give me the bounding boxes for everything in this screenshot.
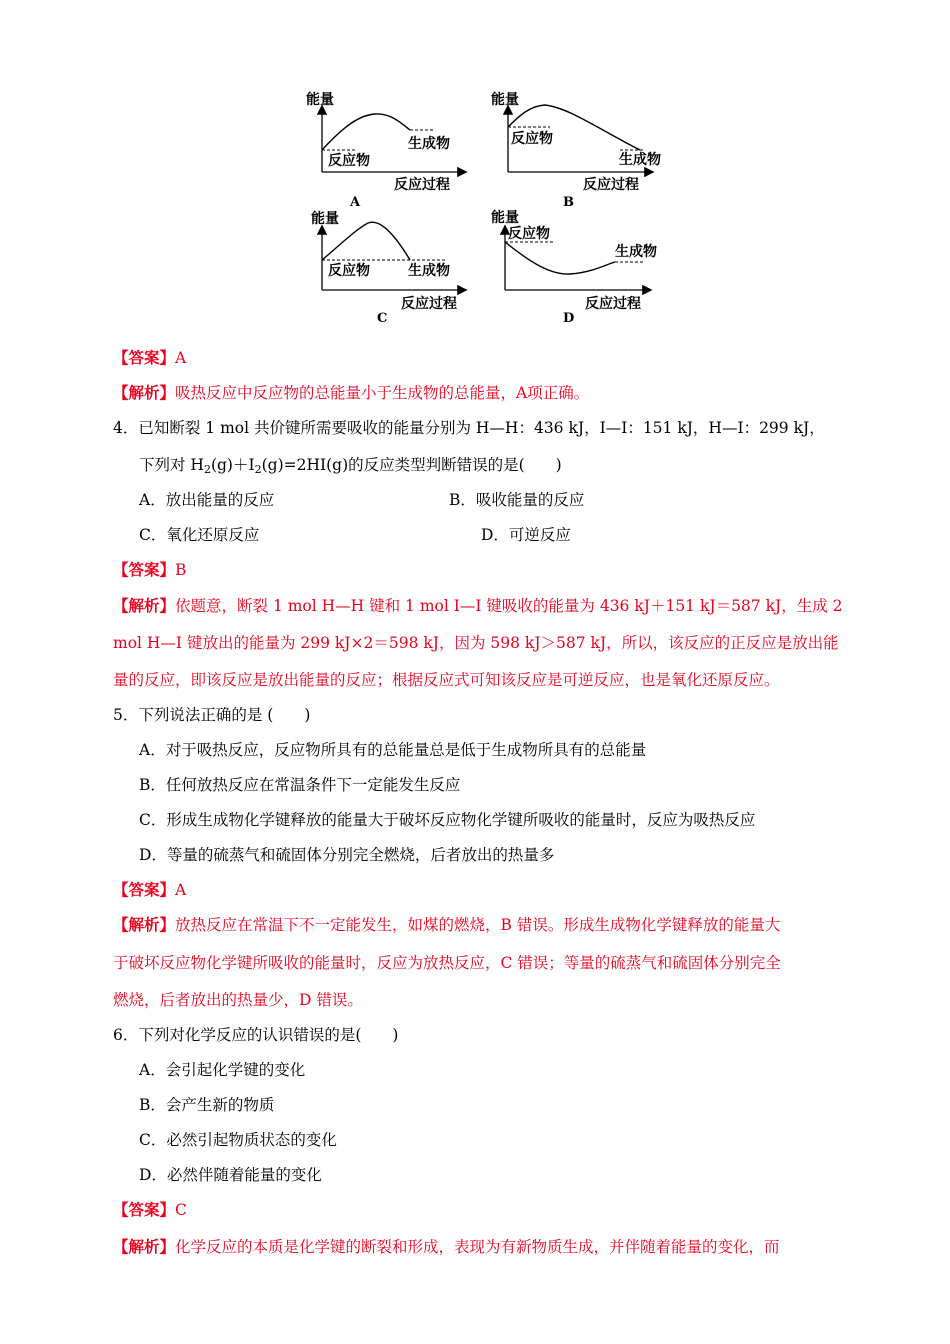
- diagram-d-x-label: 反应过程: [585, 296, 641, 312]
- q5-analysis-line1: [113, 915, 780, 935]
- diagram-a-reactant: 反应物: [328, 153, 370, 169]
- q4-option-b: B．吸收能量的反应: [449, 491, 585, 509]
- q6-option-c: C．必然引起物质状态的变化: [139, 1131, 337, 1149]
- diagram-b-reactant: 反应物: [511, 131, 553, 147]
- q5-analysis-line3: 燃烧，后者放出的热量少，D 错误。: [113, 991, 363, 1009]
- q4-analysis-line2: mol H—I 键放出的能量为 299 kJ×2＝598 kJ，因为 598 kJ＞587 kJ，所以，该反应的正反应是放出能: [113, 634, 839, 652]
- analysis-text: 依题意，断裂 1 mol H—H 键和 1 mol I—I 键吸收的能量为 436 kJ＋151 kJ＝587 kJ，生成 2: [175, 597, 843, 615]
- analysis-tag: 【解析】: [113, 383, 176, 402]
- diagram-d: [491, 209, 657, 326]
- answer-tag: 【答案】: [113, 348, 176, 367]
- diagram-d-letter: D: [563, 311, 575, 326]
- q6-option-b: B．会产生新的物质: [139, 1096, 275, 1114]
- q3-analysis: [113, 383, 589, 403]
- answer-tag: 【答案】: [113, 1200, 176, 1219]
- diagram-d-reactant: 反应物: [508, 226, 550, 242]
- q5-option-a: A．对于吸热反应，反应物所具有的总能量总是低于生成物所具有的总能量: [139, 741, 647, 759]
- q5-option-b: B．任何放热反应在常温条件下一定能发生反应: [139, 776, 461, 794]
- q5-option-c: C．形成生成物化学键释放的能量大于破坏反应物化学键所吸收的能量时，反应为吸热反应: [139, 811, 756, 829]
- analysis-tag: 【解析】: [113, 596, 176, 615]
- diagram-b-letter: B: [563, 195, 574, 210]
- q5-analysis-line2: 于破坏反应物化学键所吸收的能量时，反应为放热反应，C 错误；等量的硫蒸气和硫固体分别完全: [113, 954, 781, 972]
- diagram-a-letter: A: [350, 195, 361, 210]
- answer-value: A: [175, 349, 187, 367]
- diagram-c-product: 生成物: [408, 263, 450, 279]
- diagram-c-reactant: 反应物: [328, 263, 370, 279]
- q4-option-d: D．可逆反应: [481, 526, 571, 544]
- analysis-tag: 【解析】: [113, 1237, 176, 1256]
- q4-stem-line2: 下列对 $H_2(g)+I_2(g)=2HI(g)$的反应类型判断错误的是( ): [139, 456, 562, 476]
- diagram-b: [491, 91, 661, 210]
- q5-answer: [113, 880, 186, 900]
- q4-analysis-line1: [113, 596, 842, 616]
- q4-option-c: C．氧化还原反应: [139, 526, 260, 544]
- diagram-a-product: 生成物: [408, 136, 450, 152]
- q4-analysis-line3: 量的反应，即该反应是放出能量的反应；根据反应式可知该反应是可逆反应，也是氧化还原反应。: [113, 671, 780, 689]
- diagram-a: [306, 91, 465, 210]
- answer-value: B: [175, 561, 187, 579]
- q6-stem: 6．下列对化学反应的认识错误的是( ): [113, 1026, 399, 1044]
- q5-stem: 5．下列说法正确的是 ( ): [113, 706, 311, 724]
- diagram-a-x-label: 反应过程: [394, 177, 450, 193]
- q5-option-d: D．等量的硫蒸气和硫固体分别完全燃烧，后者放出的热量多: [139, 846, 555, 864]
- diagram-c-x-label: 反应过程: [401, 296, 457, 312]
- analysis-text: 化学反应的本质是化学键的断裂和形成，表现为有新物质生成，并伴随着能量的变化，而: [175, 1238, 780, 1256]
- diagram-b-x-label: 反应过程: [583, 177, 639, 193]
- diagram-b-product: 生成物: [619, 152, 661, 168]
- diagram-b-y-label: 能量: [491, 92, 519, 108]
- q4-stem-line1: 4．已知断裂 1 mol 共价键所需要吸收的能量分别为 H—H：436 kJ，I—I：151 kJ，H—I：299 kJ，: [113, 419, 825, 437]
- diagram-c: [311, 210, 465, 326]
- diagram-d-y-label: 能量: [491, 210, 519, 226]
- q3-answer: [113, 348, 186, 368]
- answer-tag: 【答案】: [113, 560, 176, 579]
- energy-diagrams: [0, 0, 950, 330]
- answer-value: A: [175, 881, 187, 899]
- diagram-d-product: 生成物: [615, 244, 657, 260]
- q6-option-a: A．会引起化学键的变化: [139, 1061, 306, 1079]
- q6-option-d: D．必然伴随着能量的变化: [139, 1166, 322, 1184]
- q6-analysis-line1: [113, 1237, 780, 1257]
- analysis-text: 吸热反应中反应物的总能量小于生成物的总能量，A项正确。: [175, 384, 590, 402]
- answer-value: C: [175, 1201, 187, 1219]
- q6-answer: [113, 1200, 187, 1220]
- analysis-text: 放热反应在常温下不一定能发生，如煤的燃烧，B 错误。形成生成物化学键释放的能量大: [175, 916, 781, 934]
- analysis-tag: 【解析】: [113, 915, 176, 934]
- q4-answer: [113, 560, 186, 580]
- diagram-a-y-label: 能量: [306, 92, 334, 108]
- q4-option-a: A．放出能量的反应: [139, 491, 275, 509]
- answer-tag: 【答案】: [113, 880, 176, 899]
- diagram-c-letter: C: [377, 311, 388, 326]
- diagram-c-y-label: 能量: [311, 211, 339, 227]
